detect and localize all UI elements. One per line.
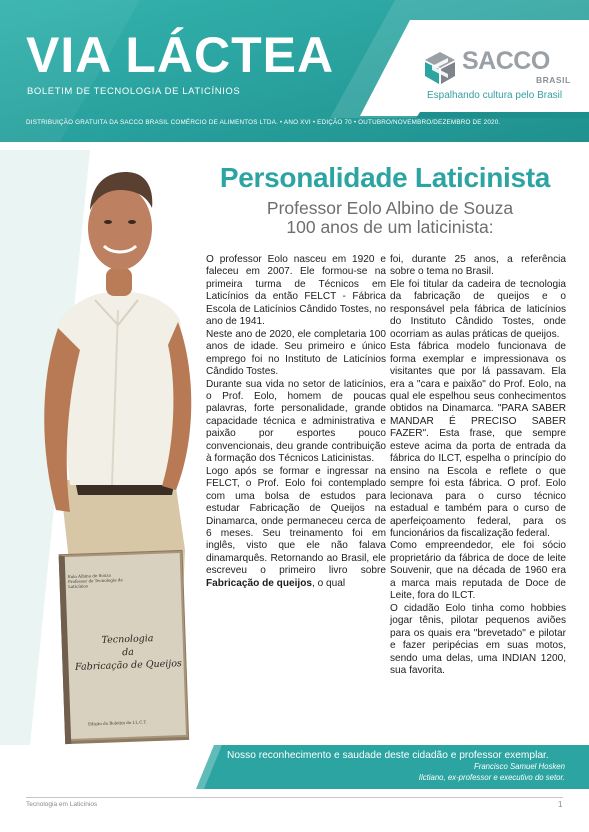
sacco-brand [424,48,574,108]
paragraph: Ele foi titular da cadeira de tecnologia da fabricação de queijos e o responsável pela fábrica de laticínios do Instituto Cândido Tostes, onde ocorriam as aulas práticas de queijos. [390,278,566,340]
article-column-1 [206,254,386,590]
brand-tagline: Espalhando cultura pelo Brasil [427,90,563,101]
paragraph: Neste ano de 2020, ele completaria 100 anos de idade. Seu primeiro e único emprego foi no Instituto de Laticínios Cândido Tostes. [206,328,386,378]
paragraph-text: Logo após se formar e ingressar na FELCT, o Prof. Eolo foi contemplado com uma bolsa de estudos para estudar Fabricação de Queijos na Dinamarca, onde permaneceu cerca de 6 meses. Seu treinamento foi em inglês, visto que ele não falava dinamarquês. Retornando ao Brasil, ele escreveu o primeiro livro sobre [206,465,386,577]
book-footer: Edição do Boletim do I.L.C.T. [87,719,147,727]
article-subtitle-line-1: Professor Eolo Albino de Souza [266,198,514,218]
distribution-line: DISTRIBUIÇÃO GRATUITA DA SACCO BRASIL COMÉRCIO DE ALIMENTOS LTDA. • ANO XVI • EDIÇÃO 70 • OUTUBRO/NOVEMBRO/DEZEMBRO DE 2020. [26,119,501,126]
paragraph: O professor Eolo nasceu em 1920 e faleceu em 2007. Ele formou-se na primeira turma de Técnicos em Laticínios da então FELCT - Fábrica Escola de Laticínios Cândido Tostes, no ano de 1941. [206,254,386,328]
article-title: Personalidade Laticinista [219,162,551,193]
article-subtitle-line-2: 100 anos de um laticinista: [286,217,494,237]
paragraph: Durante sua vida no setor de laticínios, o Prof. Eolo, homem de poucas palavras, forte personalidade, grande capacidade técnica e administrativa e paixão por esportes pouco convencionais, deu grande contribuição à formação dos Técnicos Laticinistas. [206,378,386,465]
book-title-line-3: Fabricação de Queijos [74,658,183,673]
book-author-name: Eolo Albino de Souza [67,572,111,580]
paragraph: foi, durante 25 anos, a referência sobre o tema no Brasil. [390,254,566,278]
paragraph-tail: , o qual [312,577,346,589]
book-title-line-2: da [121,646,135,659]
book-author-note: Professor de Tecnologia de Laticínios [67,577,123,590]
book-title-line-1: Tecnologia [101,633,154,646]
book-title [73,631,182,674]
banner-author: Francisco Samuel Hosken [473,762,565,771]
banner-author-role: Ilctiano, ex-professor e executivo do setor. [418,773,565,782]
paragraph: Esta fábrica modelo funcionava de forma exemplar e impressionava os visitantes que por lá passavam. Ela era a "cara e paixão" do Prof. Eolo, na qual ele espelhou seus conhecimentos obtidos na Dinamarca. "PARA SABER MANDAR É PRECISO SABER FAZER". Esta frase, que sempre esteve acima da porta de entrada da fábrica do ILCT, espelha o princípio do ensino na Escola e reflete o que sempre foi esta fábrica. O prof. Eolo lecionava para o curso técnico estadual e também para o curso de aperfeiçoamento federal, para os funcionários da fiscalização federal. [390,341,566,539]
banner-message: Nosso reconhecimento e saudade deste cidadão e professor exemplar. [227,750,549,761]
masthead [0,0,589,142]
publication-name: Tecnologia em Laticínios [26,801,98,808]
page-number: 1 [558,800,563,809]
paragraph: Como empreendedor, ele foi sócio proprietário da fábrica de doce de leite Souvenir, que na década de 1960 era a marca mais reputada de Doce de Leite, fora do ILCT. [390,540,566,602]
paragraph: O cidadão Eolo tinha como hobbies jogar tênis, pilotar pequenos aviões para os quais era "brevetado" e pilotar e fazer peripécias em suas motos, sendo uma delas, uma INDIAN 1200, sua favorita. [390,602,566,676]
masthead-title: VIA LÁCTEA [26,27,335,83]
sacco-logo-icon [424,52,456,84]
brand-country: BRASIL [536,75,571,85]
book-author [68,572,128,589]
brand-name: SACCO [462,47,550,75]
footer-divider [26,797,563,798]
masthead-subtitle: BOLETIM DE TECNOLOGIA DE LATICÍNIOS [27,86,241,97]
paragraph [206,466,386,591]
bold-book-title: Fabricação de queijos [206,577,313,589]
article-column-2 [390,254,566,677]
article-subtitle [200,199,580,237]
